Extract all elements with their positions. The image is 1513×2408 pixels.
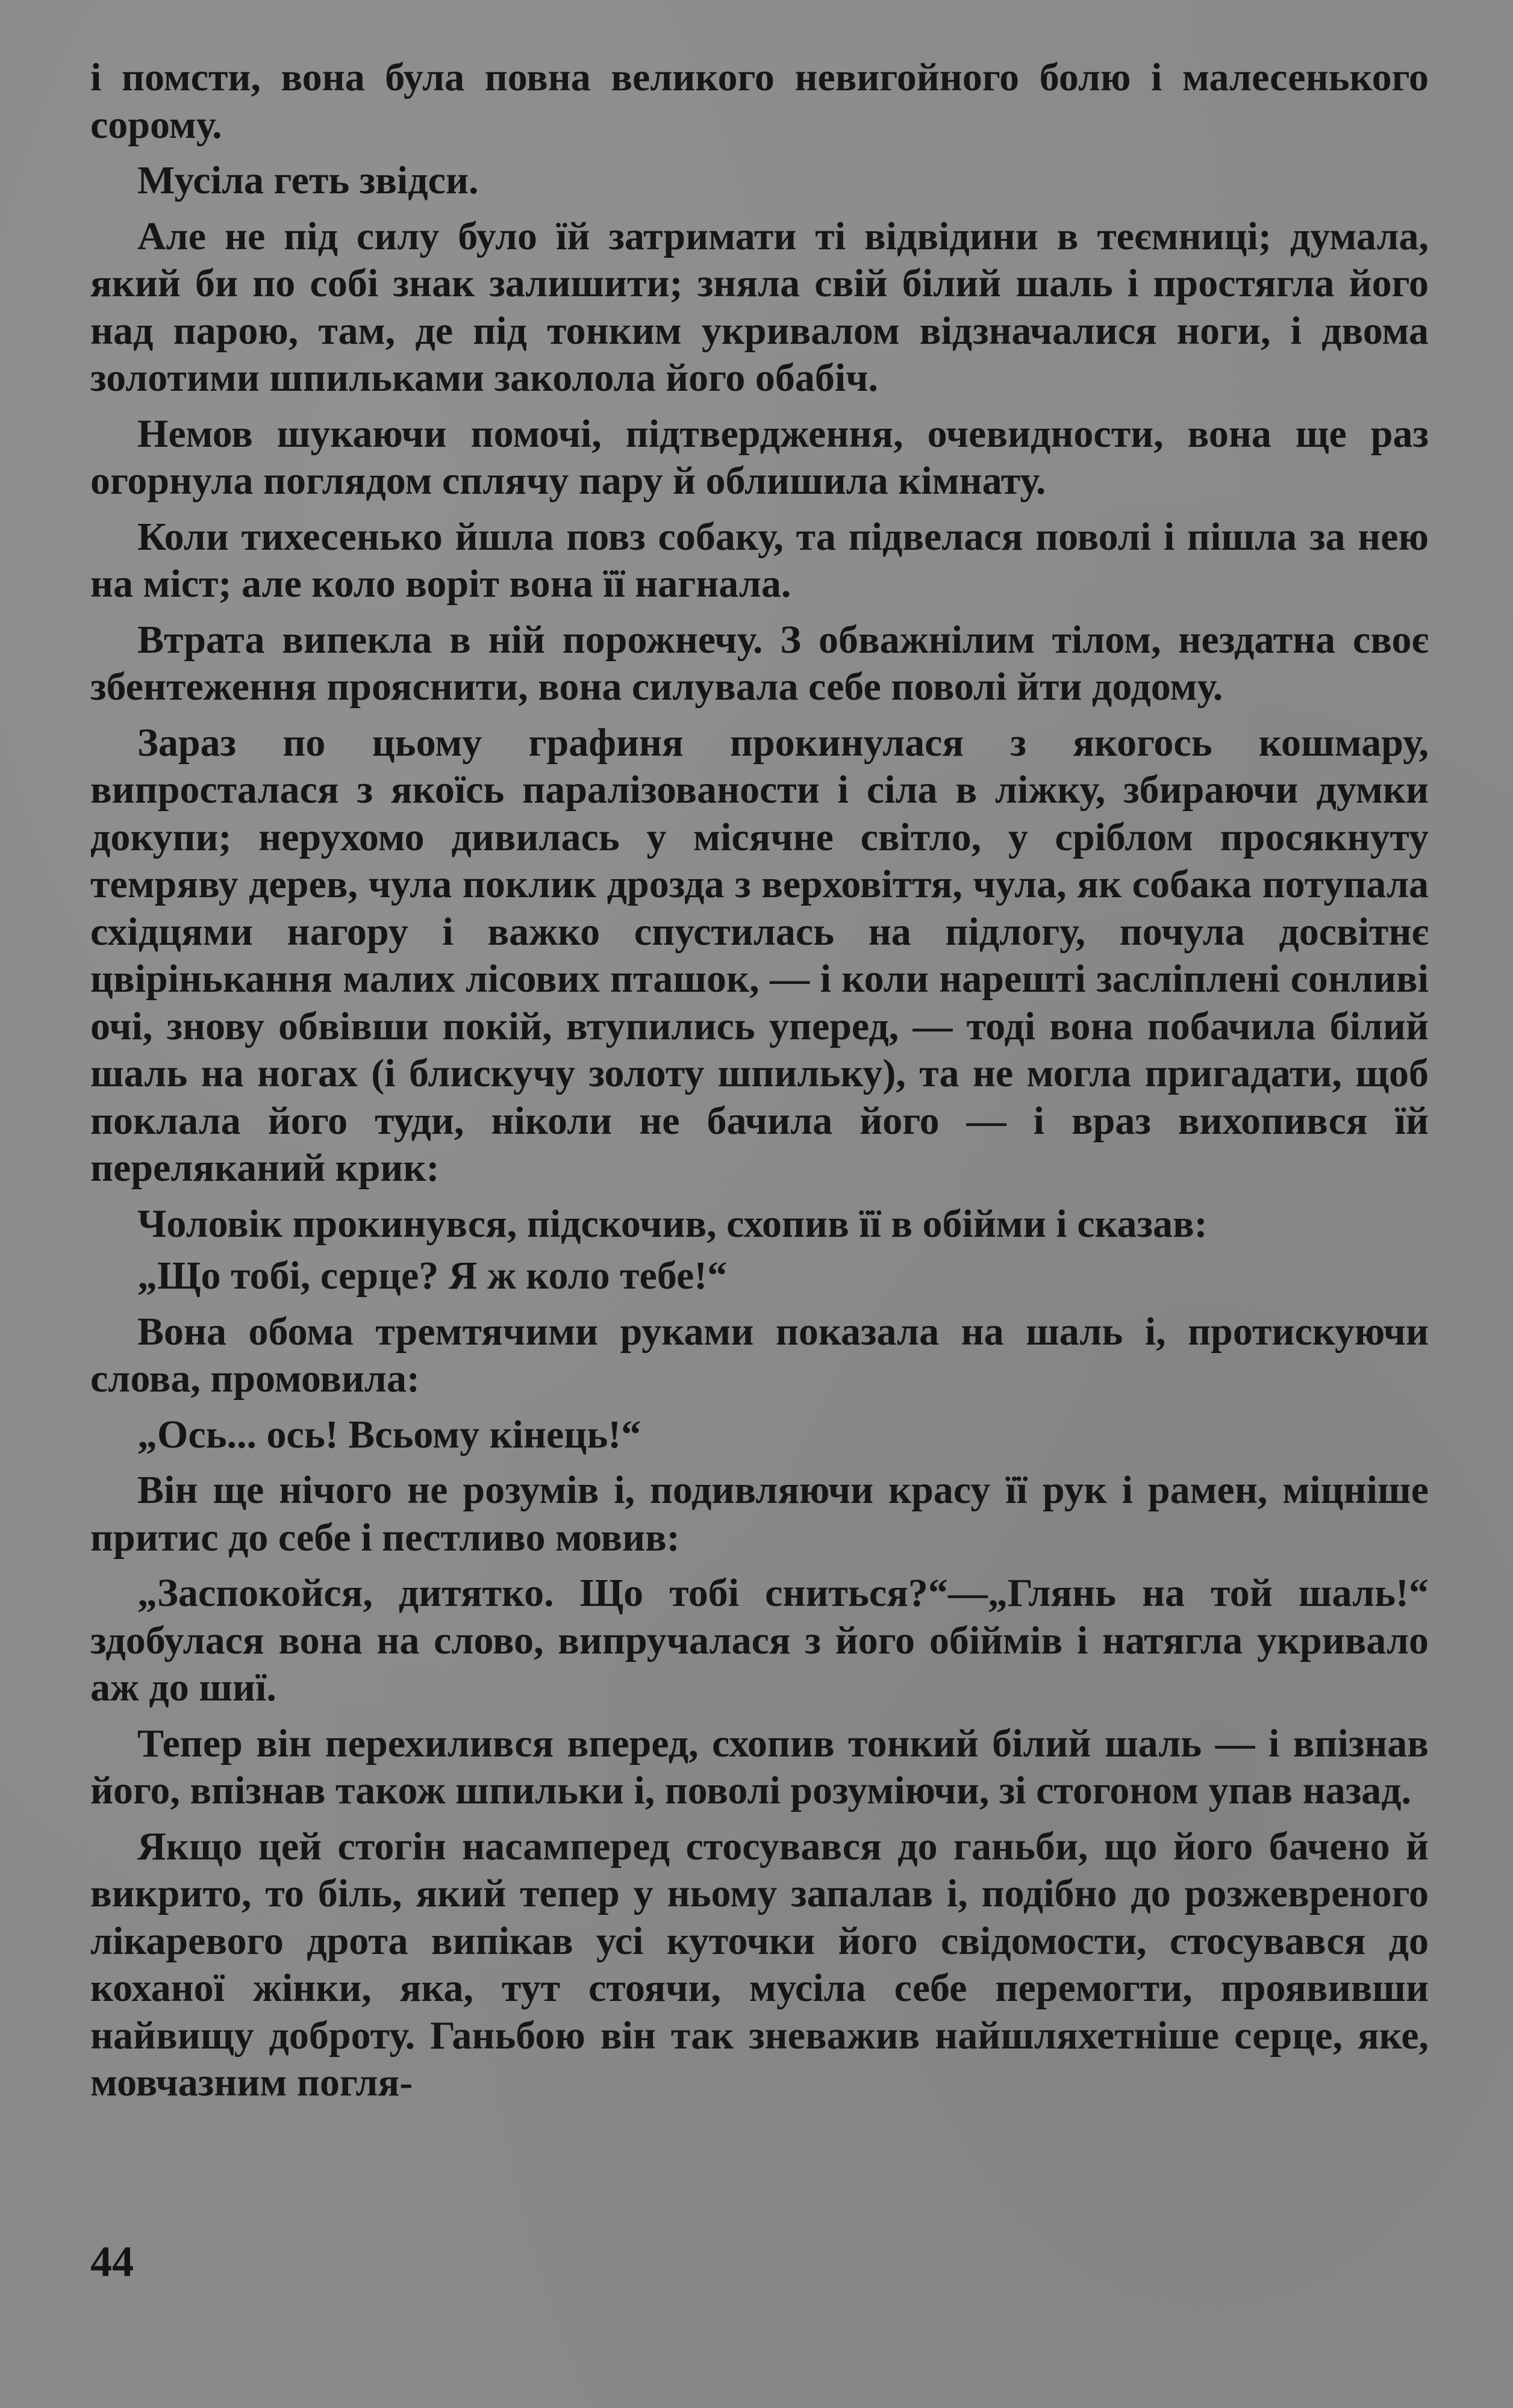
paragraph-6: Втрата випекла в ній порожнечу. З обважнілим тілом, нездатна своє збентеження прояснити, вона силувала себе поволі йти додому. [90, 617, 1429, 709]
paragraph-15: Якщо цей стогін насамперед стосувався до ганьби, що його бачено й викрито, то біль, який тепер у ньому запалав і, подібно до розжевреного лікаревого дрота випікав усі куточки його свідомости, стосувався до коханої жінки, яка, тут стоячи, мусіла себе перемогти, проявивши найвищу доброту. Ганьбою він так зневажив найшляхетніше серце, яке, мовчазним погля- [90, 1824, 1429, 2105]
paragraph-10: Вона обома тремтячими руками показала на шаль і, протискуючи слова, промовила: [90, 1309, 1429, 1401]
paragraph-7: Зараз по цьому графиня прокинулася з якогось кошмару, випросталася з якоїсь паралізованости і сіла в ліжку, збираючи думки докупи; нерухомо дивилась у місячне світло, у сріблом просякнуту темряву дерев, чула поклик дрозда з верховіття, чула, як собака потупала східцями нагору і важко спустилась на підлогу, почула досвітнє цвірінькання малих лісових пташок, — і коли нарешті засліплені сонливі очі, знову обвівши покій, втупились уперед, — тоді вона побачила білий шаль на ногах (і блискучу золоту шпильку), та не могла пригадати, щоб поклала його туди, ніколи не бачила його — і враз вихопився їй переляканий крик: [90, 720, 1429, 1190]
paragraph-14: Тепер він перехилився вперед, схопив тонкий білий шаль — і впізнав його, впізнав також шпильки і, поволі розуміючи, зі стогоном упав назад. [90, 1721, 1429, 1812]
paragraph-9-dialogue: „Що тобі, серце? Я ж коло тебе!“ [137, 1254, 728, 1298]
paragraph-1: і помсти, вона була повна великого невигойного болю і малесенького сорому. [90, 55, 1429, 147]
paragraph-3: Але не під силу було їй затримати ті відвідини в теємниці; думала, який би по собі знак залишити; зняла свій білий шаль і простягла його над парою, там, де під тонким укривалом відзначалися ноги, і двома золотими шпильками заколола його обабіч. [90, 214, 1429, 400]
paragraph-4: Немов шукаючи помочі, підтвердження, очевидности, вона ще раз огорнула поглядом сплячу пару й облишила кімнату. [90, 411, 1429, 503]
page-number: 44 [90, 2238, 134, 2286]
paragraph-11-dialogue: „Ось... ось! Всьому кінець!“ [137, 1412, 641, 1457]
text-column [90, 54, 1429, 2115]
paragraph-8: Чоловік прокинувся, підскочив, схопив її в обійми і сказав: [137, 1201, 1208, 1246]
paragraph-2: Мусіла геть звідси. [137, 158, 479, 202]
paragraph-13-dialogue: „Заспокойся, дитятко. Що тобі сниться?“—„Глянь на той шаль!“ здобулася вона на слово, випручалася з його обіймів і натягла укривало аж до шиї. [90, 1571, 1429, 1710]
paragraph-5: Коли тихесенько йшла повз собаку, та підвелася поволі і пішла за нею на міст; але коло воріт вона її нагнала. [90, 514, 1429, 606]
paragraph-12: Він ще нічого не розумів і, подивляючи красу її рук і рамен, міцніше притис до себе і пестливо мовив: [90, 1468, 1429, 1560]
